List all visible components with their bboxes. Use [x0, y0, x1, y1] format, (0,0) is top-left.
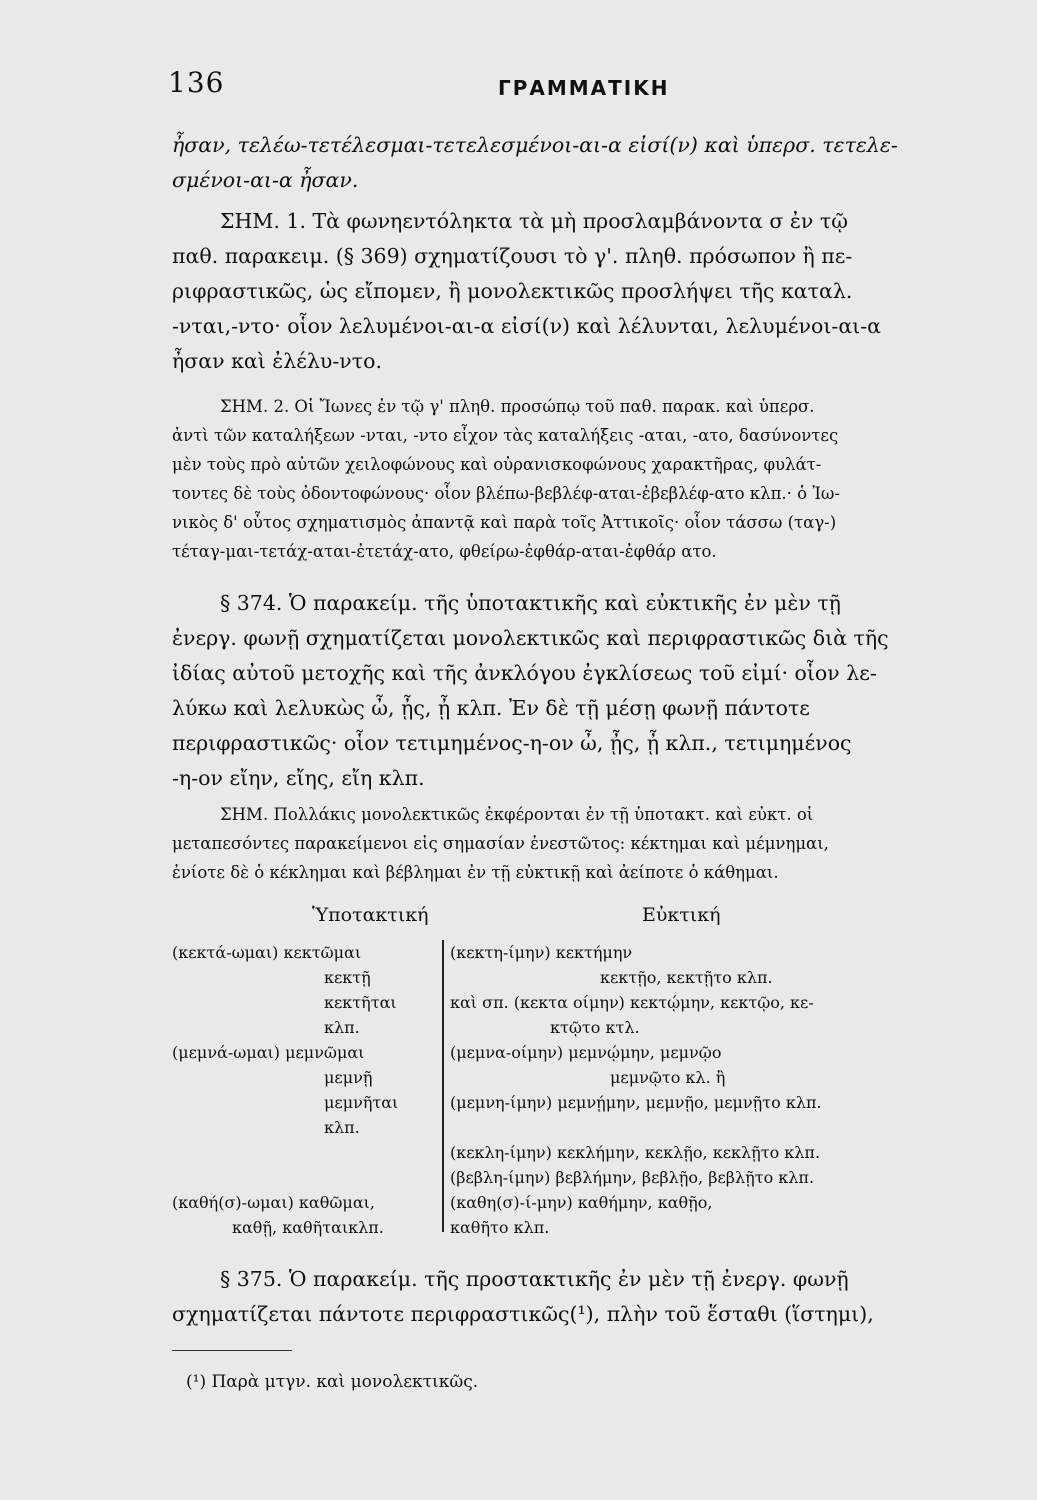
- text-line: παθ. παρακειμ. (§ 369) σχηματίζουσι τὸ γ'. πληθ. πρόσωπον ἢ πε-: [172, 244, 853, 268]
- table-cell: μεμνῆται: [324, 1093, 399, 1112]
- table-cell: κεκτῇ: [324, 968, 371, 987]
- note-1: [172, 204, 972, 379]
- text-line: ΣΗΜ. Πολλάκις μονολεκτικῶς ἐκφέρονται ἐν τῇ ὑποτακτ. καὶ εὐκτ. οἱ: [220, 805, 814, 824]
- optative-header: Εὐκτική: [642, 904, 721, 926]
- table-cell: καὶ σπ. (κεκτα οίμην) κεκτῴμην, κεκτῷο, κε-: [450, 993, 814, 1012]
- text-line: § 374. Ὁ παρακείμ. τῆς ὑποτακτικῆς καὶ εὐκτικῆς ἐν μὲν τῇ: [220, 591, 841, 615]
- table-cell: (μεμνα-οίμην) μεμνῴμην, μεμνῷο: [450, 1043, 722, 1062]
- text-line: -η-ον εἴην, εἴης, εἴη κλπ.: [172, 766, 425, 790]
- table-cell: κεκτῆται: [324, 993, 397, 1012]
- table-cell: κλπ.: [324, 1118, 360, 1137]
- text-line: τέταγ-μαι-τετάχ-αται-ἐτετάχ-ατο, φθείρω-ἐφθάρ-αται-ἐφθάρ ατο.: [172, 542, 717, 561]
- subjunctive-column: [172, 940, 438, 1240]
- note-2: [172, 392, 972, 566]
- table-cell: καθῇ, καθῆταικλπ.: [232, 1218, 384, 1237]
- footnote: (¹) Παρὰ μτγν. καὶ μονολεκτικῶς.: [186, 1372, 479, 1392]
- page-number: 136: [168, 66, 225, 99]
- subjunctive-header: Ὑποτακτική: [312, 904, 429, 926]
- text-line: -νται,-ντο· οἷον λελυμένοι-αι-α εἰσί(ν) καὶ λέλυνται, λελυμένοι-αι-α: [172, 314, 881, 338]
- text-line: λύκω καὶ λελυκὼς ὦ, ᾖς, ᾖ κλπ. Ἐν δὲ τῇ μέσῃ φωνῇ πάντοτε: [172, 696, 810, 720]
- text-line: ἀντὶ τῶν καταλήξεων -νται, -ντο εἶχον τὰς καταλήξεις -αται, -ατο, δασύνοντες: [172, 426, 839, 445]
- table-cell: (καθη(σ)-ί-μην) καθήμην, καθῇο,: [450, 1193, 713, 1212]
- optative-column: [450, 940, 972, 1240]
- table-cell: [172, 1165, 438, 1190]
- table-cell: μεμνῇ: [324, 1068, 373, 1087]
- text-line: νικὸς δ' οὗτος σχηματισμὸς ἀπαντᾷ καὶ παρὰ τοῖς Ἀττικοῖς· οἷον τάσσω (ταγ-): [172, 513, 837, 532]
- page-header: [168, 66, 968, 110]
- table-cell: (κεκλη-ίμην) κεκλήμην, κεκλῇο, κεκλῇτο κλπ.: [450, 1143, 821, 1162]
- text-line: ριφραστικῶς, ὡς εἴπομεν, ἢ μονολεκτικῶς προσλήψει τῆς καταλ.: [172, 279, 853, 303]
- table-cell: (κεκτά-ωμαι) κεκτῶμαι: [172, 943, 362, 962]
- text-line: ἐνεργ. φωνῇ σχηματίζεται μονολεκτικῶς καὶ περιφραστικῶς διὰ τῆς: [172, 626, 889, 650]
- text-line: ἦσαν, τελέω-τετέλεσμαι-τετελεσμένοι-αι-α εἰσί(ν) καὶ ὑπερσ. τετελε-: [172, 133, 898, 157]
- table-cell: καθῆτο κλπ.: [450, 1218, 550, 1237]
- footnote-rule: [172, 1350, 292, 1351]
- text-line: § 375. Ὁ παρακείμ. τῆς προστακτικῆς ἐν μὲν τῇ ἐνεργ. φωνῇ: [220, 1267, 849, 1291]
- text-line: ἰδίας αὐτοῦ μετοχῆς καὶ τῆς ἀνκλόγου ἐγκλίσεως τοῦ εἰμί· οἷον λε-: [172, 661, 877, 685]
- table-cell: [172, 1140, 438, 1165]
- text-line: μὲν τοὺς πρὸ αὐτῶν χειλοφώνους καὶ οὐρανισκοφώνους χαρακτῆρας, φυλάτ-: [172, 455, 822, 474]
- text-line: περιφραστικῶς· οἷον τετιμημένος-η-ον ὦ, ᾖς, ᾖ κλπ., τετιμημένος: [172, 731, 852, 755]
- section-375: [172, 1262, 972, 1332]
- section-374: [172, 586, 972, 796]
- table-cell: (βεβλη-ίμην) βεβλήμην, βεβλῇο, βεβλῇτο κλπ.: [450, 1168, 815, 1187]
- text-line: σμένοι-αι-α ἦσαν.: [172, 168, 359, 192]
- text-line: ἦσαν καὶ ἐλέλυ-ντο.: [172, 349, 382, 373]
- text-line: σχηματίζεται πάντοτε περιφραστικῶς(¹), πλὴν τοῦ ἕσταθι (ἵστημι),: [172, 1302, 874, 1326]
- running-title: ΓΡΑΜΜΑΤΙΚΗ: [498, 76, 670, 100]
- table-cell: κλπ.: [324, 1018, 360, 1037]
- text-line: ΣΗΜ. 1. Τὰ φωνηεντόληκτα τὰ μὴ προσλαμβάνοντα σ ἐν τῷ: [220, 209, 848, 233]
- text-line: μεταπεσόντες παρακείμενοι εἰς σημασίαν ἐνεστῶτος: κέκτημαι καὶ μέμνημαι,: [172, 834, 829, 853]
- table-cell: κεκτῇο, κεκτῇτο κλπ.: [600, 968, 773, 987]
- text-line: ἐνίοτε δὲ ὁ κέκλημαι καὶ βέβλημαι ἐν τῇ εὐκτικῇ καὶ ἀείποτε ὁ κάθημαι.: [172, 863, 779, 882]
- table-cell: (κεκτη-ίμην) κεκτήμην: [450, 943, 633, 962]
- table-cell: κτῷτο κτλ.: [550, 1018, 640, 1037]
- text-line: τοντες δὲ τοὺς ὀδοντοφώνους· οἷον βλέπω-βεβλέφ-αται-ἐβεβλέφ-ατο κλπ.· ὁ Ἰω-: [172, 484, 840, 503]
- paragraph-continuation: [172, 128, 972, 198]
- table-cell: [450, 1115, 972, 1140]
- column-divider: [442, 940, 444, 1232]
- conjugation-table: [172, 900, 972, 1240]
- note-3: [172, 800, 972, 887]
- table-cell: (μεμνη-ίμην) μεμνῄμην, μεμνῇο, μεμνῇτο κλπ.: [450, 1093, 822, 1112]
- table-cell: (μεμνά-ωμαι) μεμνῶμαι: [172, 1043, 365, 1062]
- table-cell: μεμνῷτο κλ. ἢ: [610, 1068, 726, 1087]
- text-line: ΣΗΜ. 2. Οἱ Ἴωνες ἐν τῷ γ' πληθ. προσώπῳ τοῦ παθ. παρακ. καὶ ὑπερσ.: [220, 397, 815, 416]
- table-cell: (καθή(σ)-ωμαι) καθῶμαι,: [172, 1193, 375, 1212]
